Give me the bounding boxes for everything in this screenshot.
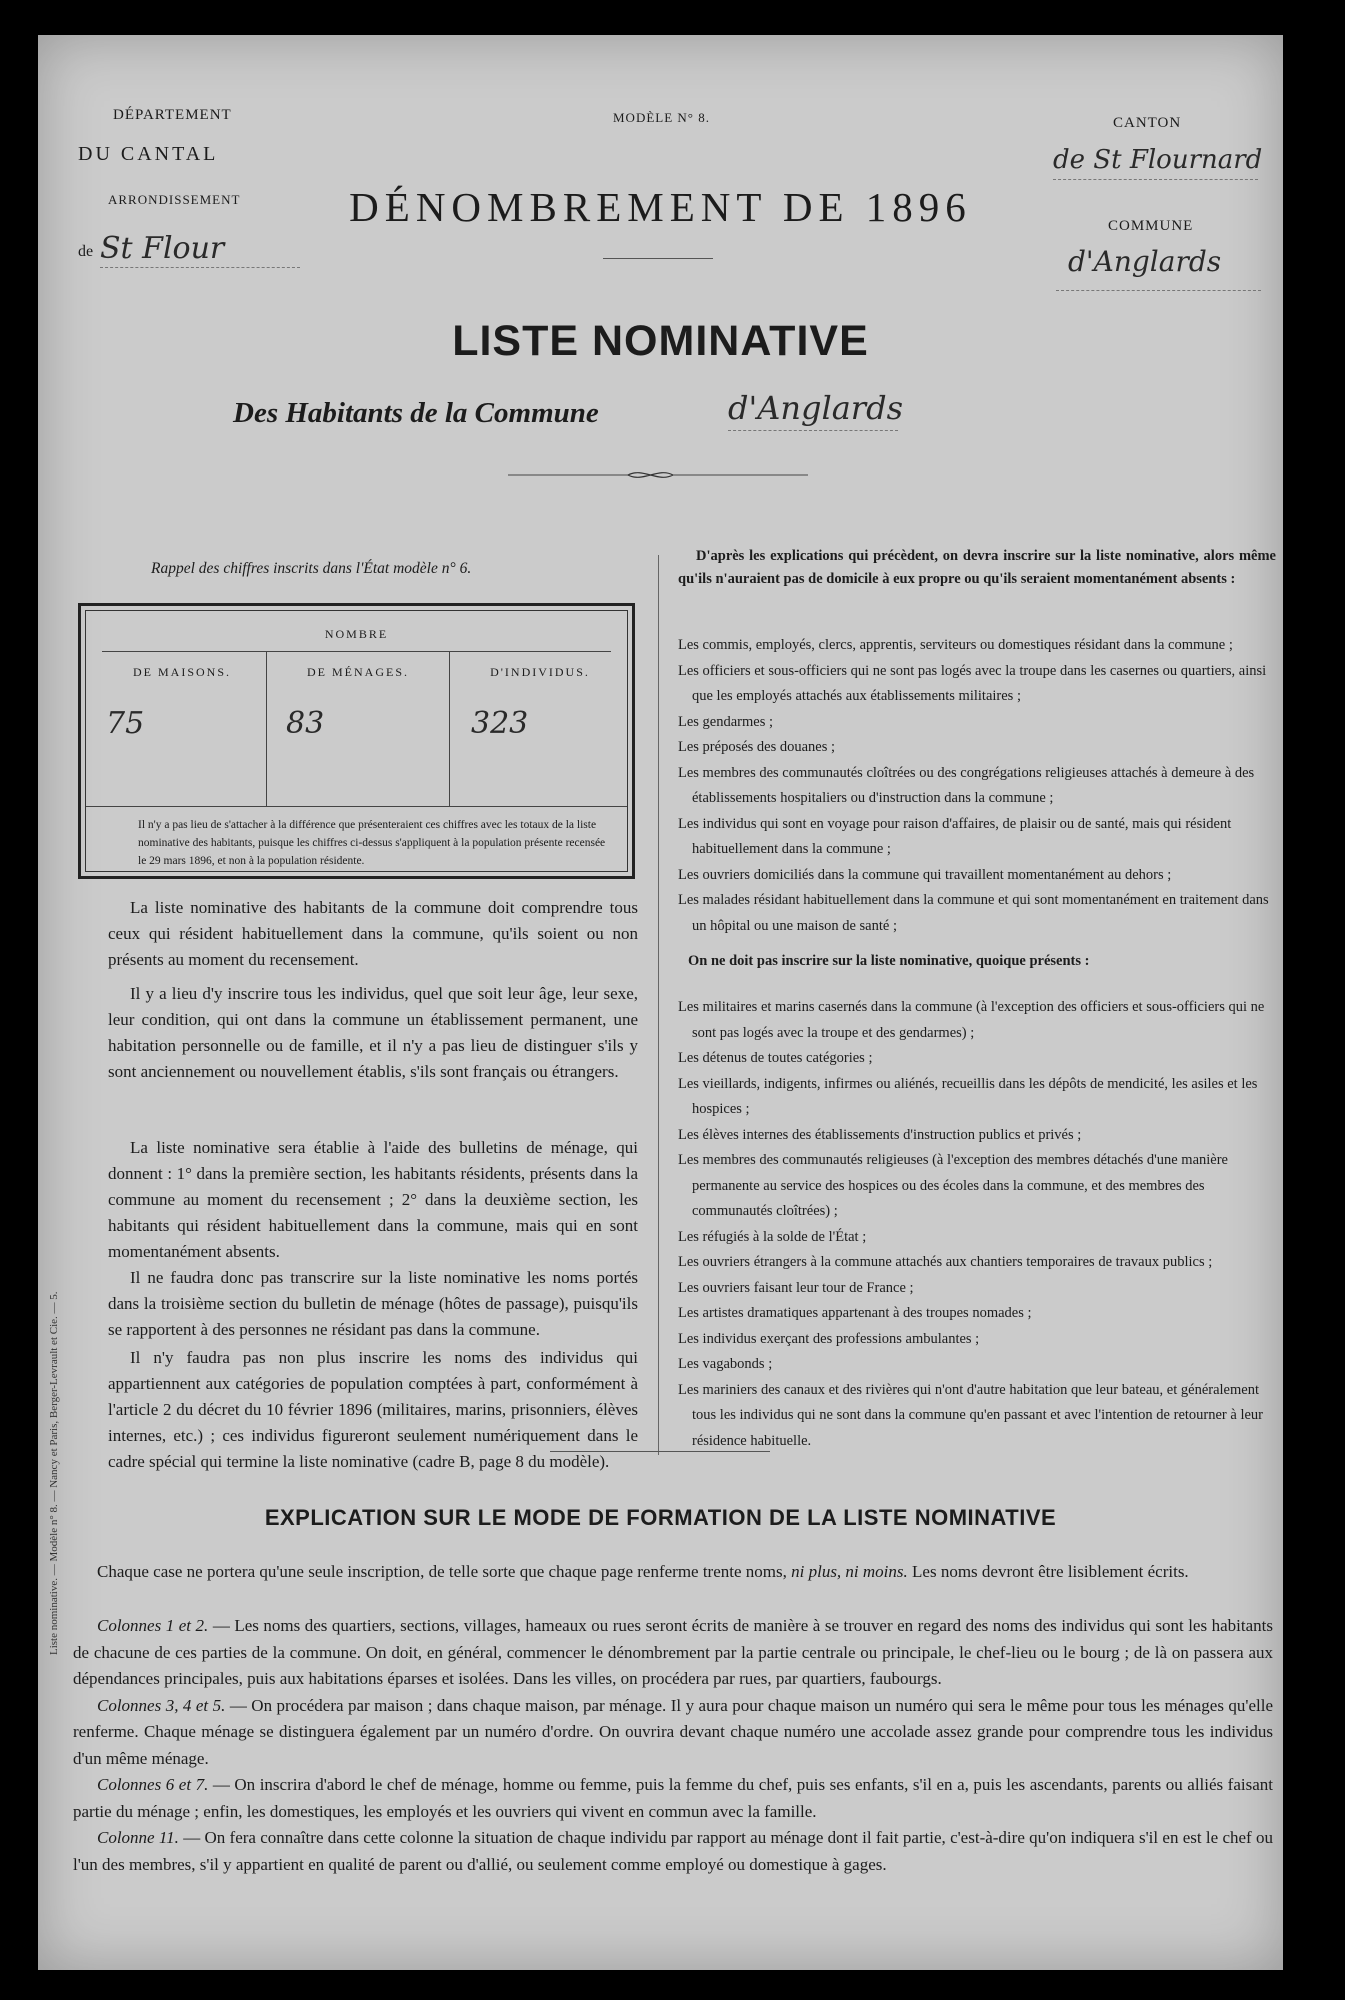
col-divider-1 xyxy=(266,651,267,806)
explication-item-label: Colonnes 1 et 2. xyxy=(97,1616,209,1635)
commune-value: d'Anglards xyxy=(1068,245,1222,278)
list-item: Les membres des communautés religieuses (à l'exception des membres détachés d'une manière permanente au service des hospices ou des écoles dans la commune, et des membres des communautés cloîtrées) ; xyxy=(678,1152,1228,1219)
value-individus: 323 xyxy=(471,706,529,741)
left-paragraph-4: Il ne faudra donc pas transcrire sur la liste nominative les noms portés dans la troisième section du bulletin de ménage (hôtes de passage), puisqu'ils se rapportent à des personnes ne résidant pas dans la commune. xyxy=(108,1268,638,1339)
list-item: Les gendarmes ; xyxy=(678,713,774,730)
explication-title: EXPLICATION SUR LE MODE DE FORMATION DE LA LISTE NOMINATIVE xyxy=(264,1505,1057,1530)
nombre-table xyxy=(78,603,635,879)
canton-label: CANTON xyxy=(1113,115,1182,131)
nombre-bottom-rule xyxy=(86,806,627,807)
arrondissement-prefix: de xyxy=(78,243,94,260)
explication-item-label: Colonne 11. xyxy=(97,1828,179,1847)
intro-emphasis: ni plus, ni moins. xyxy=(791,1562,908,1581)
list-item: Les réfugiés à la solde de l'État ; xyxy=(678,1228,867,1245)
list-item: Les mariniers des canaux et des rivières qui n'ont d'autre habitation que leur bateau, et généralement tous les individus qui ne sont dans la commune qu'en passant et avec l'intention de retourner à leur résidence habituelle. xyxy=(678,1381,1263,1449)
habitants-text: Des Habitants de la Commune xyxy=(233,397,599,429)
list-item: Les ouvriers domiciliés dans la commune qui travaillent momentanément au dehors ; xyxy=(678,866,1172,883)
left-paragraph-3: La liste nominative sera établie à l'aide des bulletins de ménage, qui donnent : 1° dans la première section, les habitants résidents, présents dans la commune au moment du recensement ; 2° dans la deuxième section, les habitants qui résident habituellement dans la commune, mais qui en sont momentanément absents. xyxy=(108,1138,638,1261)
ornament-divider xyxy=(508,467,808,483)
explication-item-label: Colonnes 3, 4 et 5. xyxy=(97,1695,226,1715)
value-menages: 83 xyxy=(286,706,325,741)
column-divider xyxy=(658,555,659,1455)
right-list-include xyxy=(678,633,1276,939)
section-rule xyxy=(550,1451,770,1452)
canton-value: de St Flournard xyxy=(1053,145,1263,175)
title-rule xyxy=(603,258,713,259)
explication-item xyxy=(73,1825,1273,1878)
page-title: DÉNOMBREMENT DE 1896 xyxy=(349,184,972,230)
canton-line xyxy=(1053,179,1258,180)
arrondissement-label: ARRONDISSEMENT xyxy=(108,192,241,207)
nombre-title: NOMBRE xyxy=(324,627,389,641)
list-item: Les détenus de toutes catégories ; xyxy=(678,1050,873,1066)
departement-label: DÉPARTEMENT xyxy=(113,107,232,123)
value-maisons: 75 xyxy=(106,706,145,741)
rappel-caption: Rappel des chiffres inscrits dans l'État modèle n° 6. xyxy=(151,560,472,577)
nombre-title-rule xyxy=(102,651,611,652)
list-item: Les ouvriers faisant leur tour de France ; xyxy=(678,1279,914,1296)
right-subtitle: On ne doit pas inscrire sur la liste nominative, quoique présents : xyxy=(688,953,1090,969)
explication-item-text: — Les noms des quartiers, sections, villages, hameaux ou rues seront écrits de manière à se trouver en regard des noms des individus qui sont les habitants de chacune de ces parties de la commune. On doit, en général, commencer le dénombrement par la partie centrale ou principale, le chef-lieu ou le bourg ; de là on passera aux dépendances principales, puis aux habitations éparses et isolées. Dans les villes, on procédera par rues, par quartiers, faubourgs. xyxy=(73,1616,1273,1688)
list-item: Les commis, employés, clercs, apprentis, serviteurs ou domestiques résidant dans la commune ; xyxy=(678,637,1233,653)
col-head-individus: D'INDIVIDUS. xyxy=(490,665,590,679)
left-paragraph-1: La liste nominative des habitants de la commune doit comprendre tous ceux qui résident habituellement dans la commune, qu'ils soient ou non présents au moment du recensement. xyxy=(108,898,638,969)
list-item: Les individus qui sont en voyage pour raison d'affaires, de plaisir ou de santé, mais qui résident habituellement dans la commune ; xyxy=(678,815,1232,857)
list-item: Les militaires et marins casernés dans la commune (à l'exception des officiers et sous-officiers qui ne sont pas logés avec la troupe et des gendarmes) ; xyxy=(678,999,1265,1041)
left-paragraph-2: Il y a lieu d'y inscrire tous les individus, quel que soit leur âge, leur sexe, leur condition, qui ont dans la commune un établissement permanent, une habitation personnelle ou de famille, et il n'y a pas lieu de distinguer s'ils y sont anciennement ou nouvellement établis, s'ils sont français ou étrangers. xyxy=(108,984,638,1081)
explication-intro xyxy=(73,1559,1273,1586)
imprint: Liste nominative. — Modèle n° 8. — Nancy et Paris, Berger-Levrault et Cie. — 5. xyxy=(48,1291,60,1655)
explication-item-text: — On fera connaître dans cette colonne la situation de chaque individu par rapport au ménage dont il fait partie, c'est-à-dire qu'on indiquera s'il en est le chef ou l'un des membres, s'il y appartient en qualité de parent ou d'allié, ou seulement comme employé ou domestique à gages. xyxy=(73,1828,1274,1874)
list-item: Les vieillards, indigents, infirmes ou aliénés, recueillis dans les dépôts de mendicité, les asiles et les hospices ; xyxy=(678,1075,1258,1117)
list-item: Les officiers et sous-officiers qui ne sont pas logés avec la troupe dans les casernes ou quartiers, ainsi que les employés attachés aux établissements militaires ; xyxy=(678,662,1267,704)
right-intro: D'après les explications qui précèdent, on devra inscrire sur la liste nominative, alors même qu'ils n'auraient pas de domicile à eux propre ou qu'ils seraient momentanément absents : xyxy=(678,548,1276,587)
col-divider-2 xyxy=(449,651,450,806)
commune-label: COMMUNE xyxy=(1108,218,1194,234)
col-head-menages: DE MÉNAGES. xyxy=(307,665,409,679)
list-item: Les artistes dramatiques appartenant à des troupes nomades ; xyxy=(678,1305,1032,1321)
explication-item xyxy=(73,1613,1273,1693)
list-item: Les élèves internes des établissements d'instruction publics et privés ; xyxy=(678,1126,1082,1143)
list-item: Les malades résidant habituellement dans la commune et qui sont momentanément en traitement dans un hôpital ou une maison de santé ; xyxy=(678,892,1269,934)
census-sheet xyxy=(38,35,1283,1970)
left-paragraph-5: Il n'y faudra pas non plus inscrire les noms des individus qui appartiennent aux catégories de population comptées à part, conformément à l'article 2 du décret du 10 février 1896 (militaires, marins, prisonniers, élèves internes, etc.) ; ces individus figureront seulement numériquement dans le cadre spécial qui termine la liste nominative (cadre B, page 8 du modèle). xyxy=(108,1348,638,1471)
explication-item xyxy=(73,1693,1273,1773)
col-head-maisons: DE MAISONS. xyxy=(132,665,231,679)
arrondissement-line xyxy=(100,267,300,268)
list-item: Les individus exerçant des professions ambulantes ; xyxy=(678,1330,980,1347)
habitants-value: d'Anglards xyxy=(728,389,903,427)
explication-item-text: — On procédera par maison ; dans chaque maison, par ménage. Il y aura pour chaque maison un numéro qui sera le même pour tous les ménages qu'elle renferme. Chaque ménage se distinguera également par un numéro d'ordre. On ouvrira devant chaque numéro une accolade assez grande pour comprendre tous les individus d'un même ménage. xyxy=(73,1695,1273,1768)
commune-line xyxy=(1056,290,1261,291)
modele-number: MODÈLE N° 8. xyxy=(613,110,710,125)
list-item: Les ouvriers étrangers à la commune attachés aux chantiers temporaires de travaux publics ; xyxy=(678,1254,1213,1270)
arrondissement-value: St Flour xyxy=(100,231,225,266)
intro-text-a: Chaque case ne portera qu'une seule inscription, de telle sorte que chaque page renferme trente noms, xyxy=(97,1562,787,1581)
explication-item xyxy=(73,1772,1273,1825)
explication-item-label: Colonnes 6 et 7. xyxy=(97,1775,209,1794)
departement-value: DU CANTAL xyxy=(78,143,219,165)
right-list-exclude xyxy=(678,995,1276,1454)
explication-items xyxy=(73,1613,1273,1878)
list-item: Les vagabonds ; xyxy=(678,1356,773,1372)
intro-text-b: Les noms devront être lisiblement écrits. xyxy=(912,1562,1189,1581)
list-item: Les membres des communautés cloîtrées ou des congrégations religieuses attachés à demeure à des établissements hospitaliers ou d'instruction dans la commune ; xyxy=(678,764,1255,806)
liste-title: LISTE NOMINATIVE xyxy=(452,317,869,365)
habitants-line xyxy=(728,430,898,431)
explication-item-text: — On inscrira d'abord le chef de ménage, homme ou femme, puis la femme du chef, puis ses enfants, s'il en a, puis les ascendants, parents ou alliés faisant partie du ménage ; enfin, les domestiques, les employés et les ouvriers qui vivent en commun avec la famille. xyxy=(73,1775,1273,1821)
nombre-note: Il n'y a pas lieu de s'attacher à la différence que présenteraient ces chiffres avec les totaux de la liste nominative des habitants, puisque les chiffres ci-dessus s'appliquent à la population présente recensée le 29 mars 1896, et non à la population résidente. xyxy=(138,819,606,867)
list-item: Les préposés des douanes ; xyxy=(678,739,836,755)
